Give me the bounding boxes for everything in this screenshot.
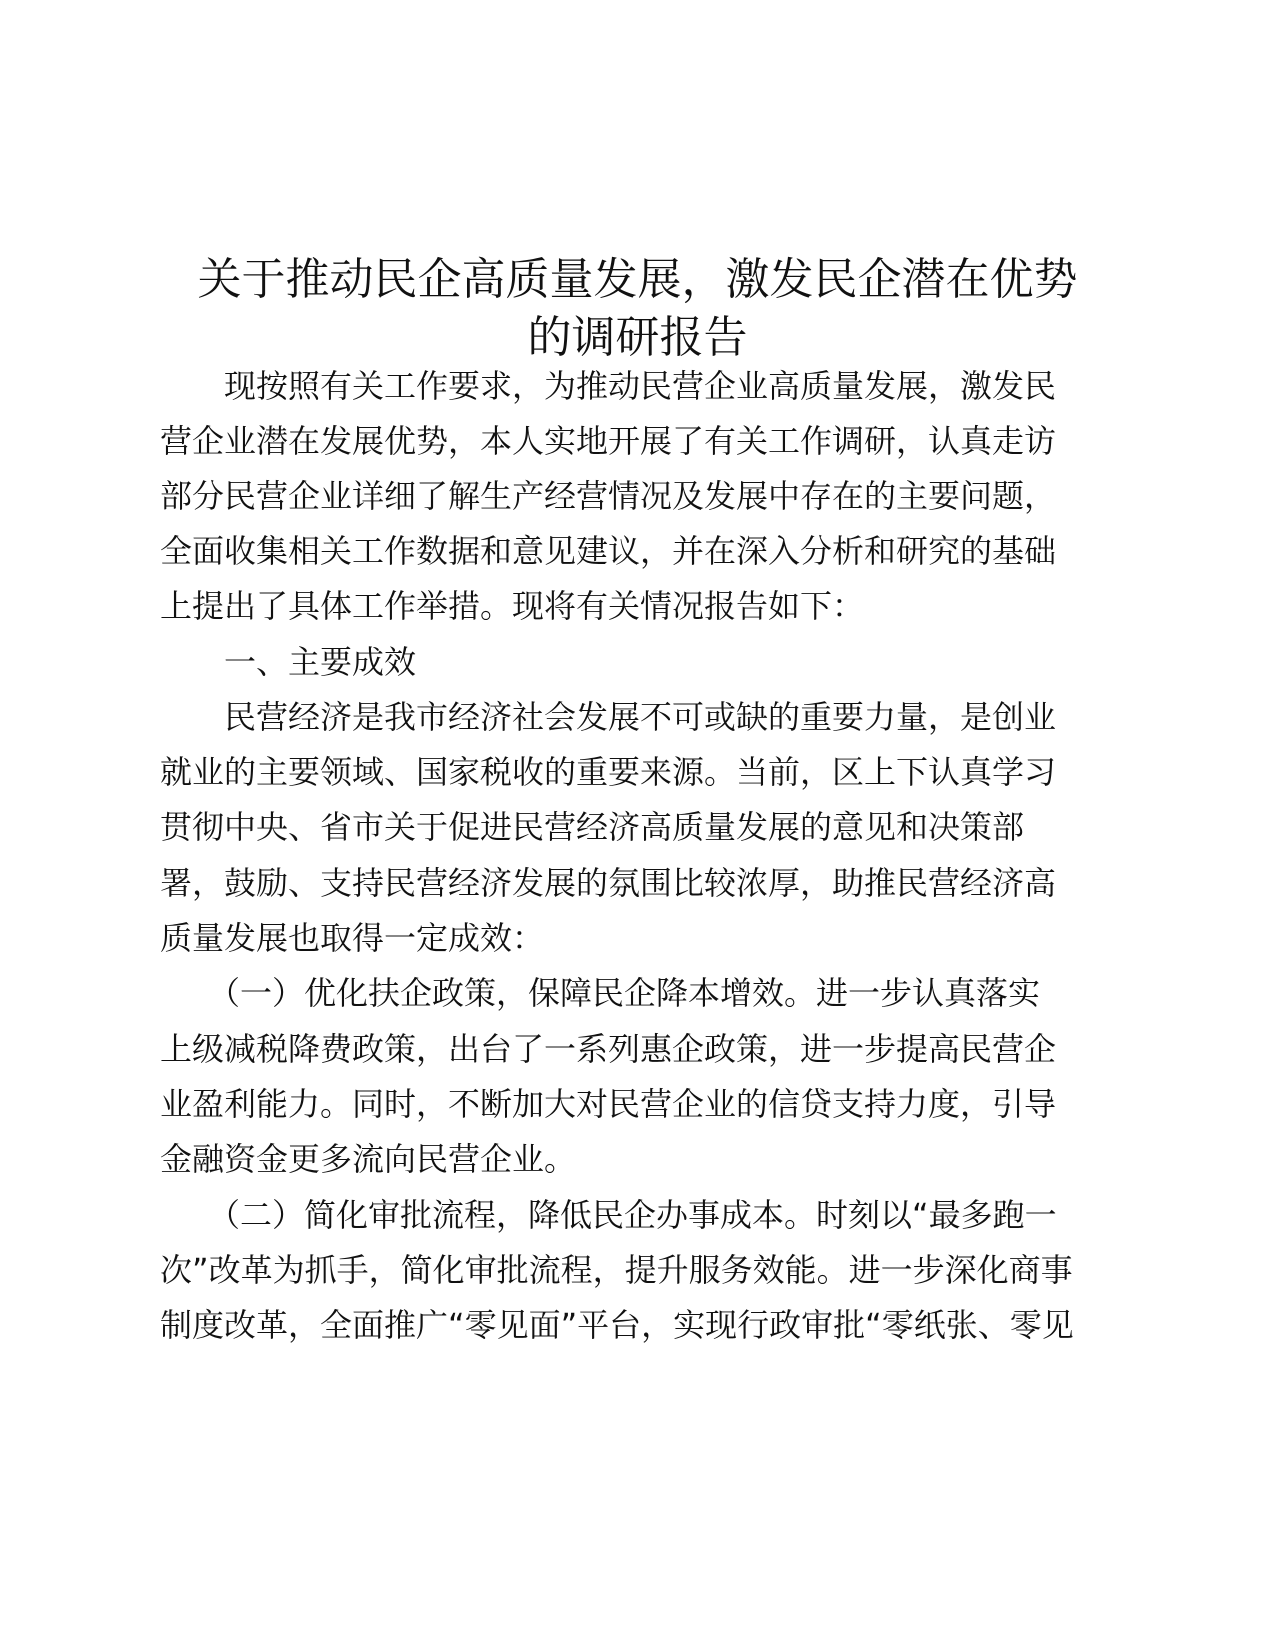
body-line: 次”改革为抓手，简化审批流程，提升服务效能。进一步深化商事 (160, 1251, 1073, 1289)
body-line: 业盈利能力。同时，不断加大对民营企业的信贷支持力度，引导 (160, 1085, 1057, 1123)
body-line: 制度改革，全面推广“零见面”平台，实现行政审批“零纸张、零见 (160, 1306, 1074, 1344)
title-line-2: 的调研报告 (527, 312, 748, 364)
body-line: 上提出了具体工作举措。现将有关情况报告如下： (160, 587, 865, 625)
body-line: 部分民营企业详细了解生产经营情况及发展中存在的主要问题， (160, 477, 1057, 515)
subsection-line: （二）简化审批流程，降低民企办事成本。时刻以“最多跑一 (160, 1196, 1057, 1234)
section-heading: 一、主要成效 (160, 643, 417, 681)
body-line: 上级减税降费政策，出台了一系列惠企政策，进一步提高民营企 (160, 1030, 1057, 1068)
body-line: 就业的主要领域、国家税收的重要来源。当前，区上下认真学习 (160, 753, 1057, 791)
document-title (150, 251, 1125, 367)
subsection-line: （一）优化扶企政策，保障民企降本增效。进一步认真落实 (160, 974, 1041, 1012)
body-line: 署，鼓励、支持民营经济发展的氛围比较浓厚，助推民营经济高 (160, 864, 1057, 902)
body-line: 现按照有关工作要求，为推动民营企业高质量发展，激发民 (160, 367, 1057, 405)
body-line: 金融资金更多流向民营企业。 (160, 1140, 577, 1178)
body-line: 营企业潜在发展优势，本人实地开展了有关工作调研，认真走访 (160, 422, 1057, 460)
body-line: 民营经济是我市经济社会发展不可或缺的重要力量，是创业 (160, 698, 1057, 736)
title-line-1: 关于推动民企高质量发展，激发民企潜在优势 (197, 254, 1078, 306)
body-line: 贯彻中央、省市关于促进民营经济高质量发展的意见和决策部 (160, 808, 1025, 846)
body-line: 全面收集相关工作数据和意见建议，并在深入分析和研究的基础 (160, 532, 1057, 570)
body-line: 质量发展也取得一定成效： (160, 919, 545, 957)
